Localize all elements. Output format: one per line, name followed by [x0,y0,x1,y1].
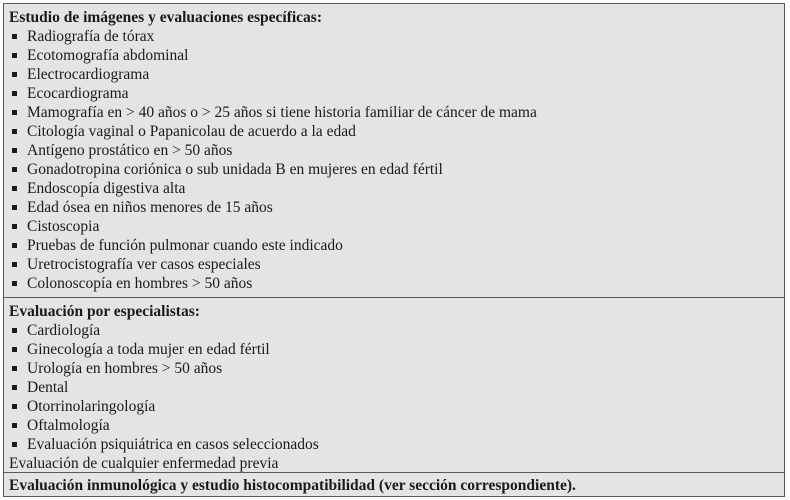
list-item-label: Pruebas de función pulmonar cuando este indicado [27,237,343,254]
bullet-icon [12,442,17,447]
list-item-label: Gonadotropina coriónica o sub unidada B en mujeres en edad fértil [27,161,443,178]
list-item [9,122,778,141]
list-item [9,378,778,397]
list-item-label: Uretrocistografía ver casos especiales [27,256,261,273]
bullet-icon [12,129,17,134]
imaging-list [9,27,778,293]
bullet-icon [12,53,17,58]
bullet-icon [12,281,17,286]
list-item-label: Mamografía en > 40 años o > 25 años si tiene historia familiar de cáncer de mama [27,104,537,121]
bullet-icon [12,72,17,77]
list-item-label: Oftalmología [27,417,110,434]
bullet-icon [12,404,17,409]
list-item-label: Otorrinolaringología [27,398,156,415]
list-item-label: Antígeno prostático en > 50 años [27,142,233,159]
list-item [9,416,778,435]
immunology-section-title: Evaluación inmunológica y estudio histocompatibilidad (ver sección correspondiente). [9,477,576,494]
list-item [9,435,778,454]
list-item-label: Ginecología a toda mujer en edad fértil [27,341,270,358]
list-item-label: Ecocardiograma [27,85,129,102]
imaging-section [4,4,784,297]
immunology-section [4,472,784,496]
list-item-label: Cistoscopia [27,218,100,235]
bullet-icon [12,167,17,172]
list-item [9,103,778,122]
bullet-icon [12,243,17,248]
list-item-label: Cardiología [27,322,101,339]
list-item-label: Electrocardiograma [27,66,150,83]
list-item-label: Ecotomografía abdominal [27,47,189,64]
list-item-label: Evaluación psiquiátrica en casos seleccionados [27,436,319,453]
bullet-icon [12,91,17,96]
list-item [9,65,778,84]
bullet-icon [12,148,17,153]
list-item-label: Radiografía de tórax [27,28,155,45]
list-item [9,321,778,340]
list-item [9,274,778,293]
bullet-icon [12,366,17,371]
list-item-label: Dental [27,379,69,396]
requirements-table [3,3,785,497]
list-item [9,160,778,179]
bullet-icon [12,328,17,333]
specialists-section-title: Evaluación por especialistas: [9,303,200,320]
list-item [9,27,778,46]
bullet-icon [12,205,17,210]
list-item-label: Edad ósea en niños menores de 15 años [27,199,273,216]
list-item [9,198,778,217]
list-item [9,359,778,378]
bullet-icon [12,423,17,428]
bullet-icon [12,347,17,352]
list-item [9,236,778,255]
list-item [9,84,778,103]
list-item [9,340,778,359]
bullet-icon [12,34,17,39]
specialists-list [9,321,778,454]
list-item-label: Endoscopía digestiva alta [27,180,186,197]
list-item [9,141,778,160]
bullet-icon [12,385,17,390]
list-item-label: Colonoscopía en hombres > 50 años [27,275,253,292]
list-item [9,179,778,198]
specialists-section [4,297,784,472]
previous-disease-evaluation: Evaluación de cualquier enfermedad previa [9,455,279,472]
bullet-icon [12,110,17,115]
list-item [9,255,778,274]
list-item [9,46,778,65]
bullet-icon [12,262,17,267]
list-item [9,217,778,236]
bullet-icon [12,224,17,229]
list-item-label: Citología vaginal o Papanicolau de acuerdo a la edad [27,123,356,140]
list-item [9,397,778,416]
bullet-icon [12,186,17,191]
list-item-label: Urología en hombres > 50 años [27,360,223,377]
imaging-section-title: Estudio de imágenes y evaluaciones específicas: [9,9,322,26]
